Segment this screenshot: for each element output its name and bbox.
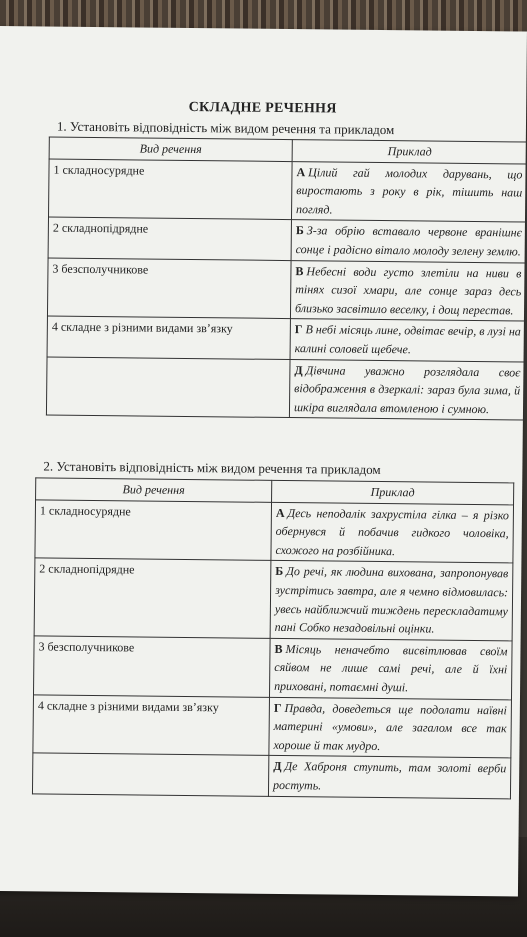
sentence-type-cell: 1 складносурядне — [48, 159, 292, 220]
sentence-type-cell: 4 складне з різними видами зв’язку — [33, 694, 270, 755]
example-letter: В — [274, 641, 283, 656]
example-text: Місяць неначебто висвітлював своїм сяйвом не лише самі речі, але й їхні приховані, потаємні душі. — [274, 641, 508, 695]
example-text: З-за обрію вставало червоне вранішнє сонце і радісно вітало молоду зелену землю. — [295, 223, 522, 259]
example-cell — [269, 638, 512, 699]
page-title: СКЛАДНЕ РЕЧЕННЯ — [188, 99, 337, 117]
example-cell — [268, 756, 510, 799]
example-cell — [291, 220, 526, 263]
example-text: Де Хаброня ступить, там золоті верби ростуть. — [272, 759, 507, 793]
example-letter: Б — [295, 223, 304, 238]
task-1-table — [46, 137, 527, 421]
example-cell — [269, 697, 512, 758]
task-1-heading: 1. Установіть відповідність між видом речення та прикладом — [56, 118, 395, 138]
sentence-type-cell-empty — [32, 753, 268, 796]
table-row — [34, 636, 513, 700]
example-cell — [289, 359, 525, 420]
sentence-type-cell: 4 складне з різними видами зв’язку — [47, 316, 290, 359]
sentence-type-cell: 2 складнопідрядне — [48, 217, 291, 260]
table-row — [32, 753, 510, 798]
table-row — [48, 217, 526, 262]
example-text: Правда, доведеться ще подолати наївні материні «умови», але загалом все так хороше й так мудро. — [273, 700, 507, 753]
sentence-type-cell: 3 безсполучникове — [47, 258, 291, 319]
example-text: Небесні води густо злетіли на ниви в тінях сизої хмари, але сонце зараз десь близько засвітило веселку, і дощ перестав. — [294, 263, 522, 318]
table-row — [48, 159, 527, 223]
example-cell — [290, 319, 525, 362]
example-cell — [290, 260, 526, 321]
task-2-heading: 2. Установіть відповідність між видом речення та прикладом — [43, 458, 381, 478]
sentence-type-cell: 2 складнопідрядне — [34, 558, 271, 638]
example-text: Дівчина уважно розглядала своє відображення в дзеркалі: зараз була зима, й шкіра виглядала втомленою і сумною. — [293, 362, 521, 416]
example-letter: Г — [273, 700, 282, 715]
example-text: Десь неподалік захрустіла гілка – я різко обернувся й побачив гидкого чоловіка, схожого на розбійника. — [275, 505, 509, 558]
column-header-example: Приклад — [272, 480, 514, 504]
example-text: Цілий гай молодих дарувань, що виростають з року в рік, тішить наш погляд. — [296, 164, 523, 217]
column-header-type: Вид речення — [36, 478, 272, 502]
table-row — [47, 316, 525, 361]
table-row — [35, 499, 514, 563]
example-cell — [270, 561, 513, 641]
example-cell — [291, 161, 527, 222]
sentence-type-cell: 1 складносурядне — [35, 499, 272, 560]
sentence-type-cell-empty — [46, 357, 290, 418]
sentence-type-cell: 3 безсполучникове — [34, 636, 271, 697]
example-letter: А — [296, 164, 306, 179]
example-text: До речі, як людина вихована, запропонував зустрітись завтра, але я чемно відмовилась: увесь найближчий тиждень перескладатиму пані Собко незадовільні оцінки. — [274, 564, 509, 636]
column-header-type: Вид речення — [49, 137, 292, 161]
worksheet-paper — [0, 26, 527, 896]
example-letter: Б — [275, 564, 284, 579]
example-cell — [271, 502, 514, 563]
table-row — [46, 357, 525, 421]
table-row — [33, 694, 512, 758]
example-letter: Д — [294, 362, 303, 377]
example-letter: Г — [294, 322, 303, 337]
example-letter: А — [275, 505, 285, 520]
table-row — [47, 258, 526, 322]
task-2-table — [32, 477, 514, 798]
column-header-example: Приклад — [292, 140, 527, 164]
example-text: В небі місяць лине, одвітає вечір, в лузі на калині соловей щебече. — [294, 322, 521, 357]
example-letter: В — [295, 263, 304, 278]
table-row — [34, 558, 513, 640]
example-letter: Д — [273, 759, 282, 774]
